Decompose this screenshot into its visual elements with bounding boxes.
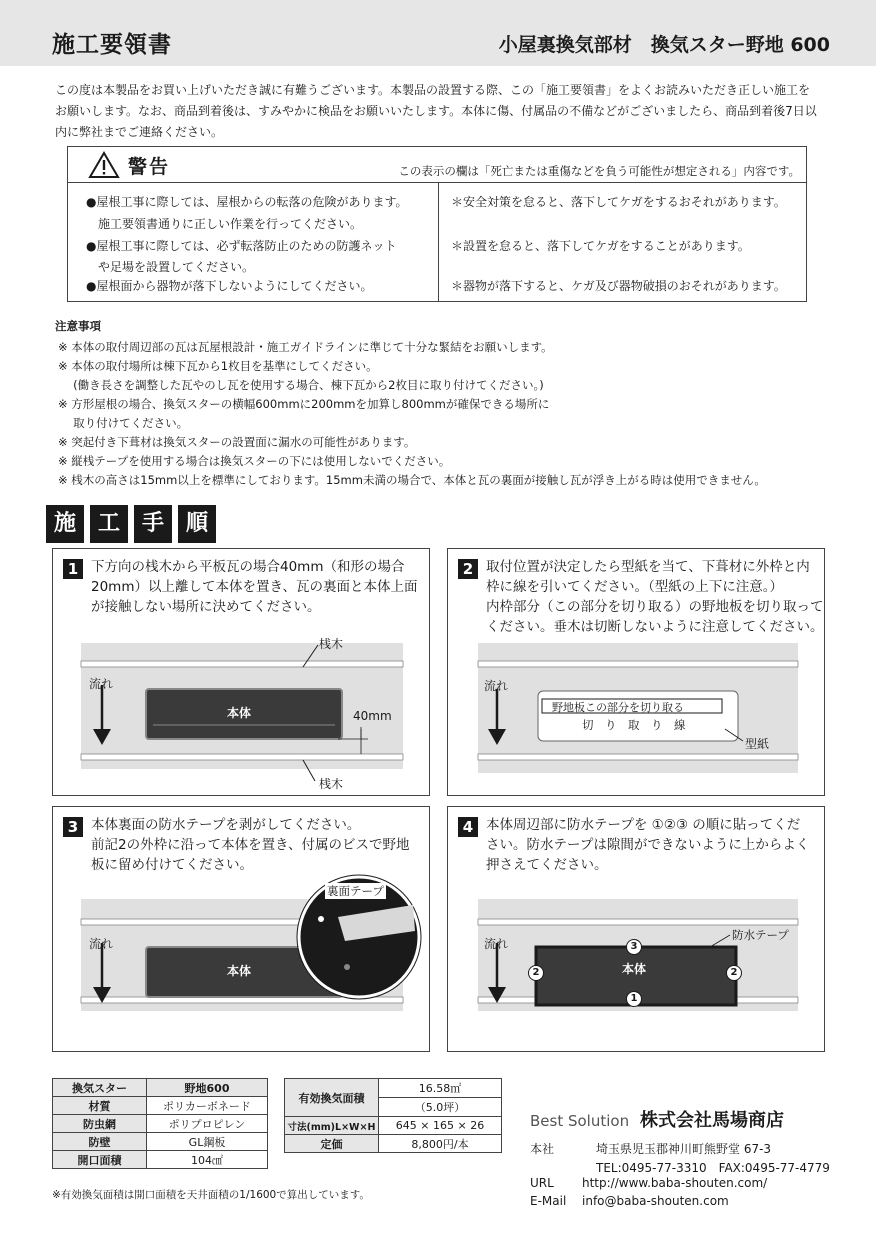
- spec-value: 野地600: [147, 1079, 268, 1097]
- warning-left-item: ●屋根工事に際しては、屋根からの転落の危険があります。: [86, 195, 408, 209]
- tape-order-2-right: 2: [726, 965, 742, 981]
- step-line: 20mm）以上離して本体を置き、瓦の裏面と本体上面: [91, 579, 418, 595]
- email-link[interactable]: info@baba-shouten.com: [582, 1194, 729, 1208]
- product-title: 小屋裏換気部材 換気スター野地 600: [498, 34, 830, 56]
- cut-line-label: 切 り 取 り 線: [582, 718, 686, 732]
- procedure-title-char: 手: [134, 505, 172, 543]
- step-number: 2: [458, 559, 478, 579]
- step-line: さい。防水テープは隙間ができないように上からよく: [486, 837, 810, 853]
- note-item: ※ 方形屋根の場合、換気スターの横幅600mmに200mmを加算し800mmが確保できる場所に: [58, 397, 550, 411]
- table-row: [53, 1115, 268, 1133]
- spec-value: ポリカーボネード: [147, 1097, 268, 1115]
- document-title: 施工要領書: [52, 32, 172, 58]
- spec-value: 645 × 165 × 26: [379, 1117, 502, 1135]
- table-row: [53, 1151, 268, 1169]
- step-1-panel: [52, 548, 430, 796]
- spec-key: 材質: [53, 1097, 147, 1115]
- warning-icon: [88, 151, 120, 179]
- procedure-title-char: 施: [46, 505, 84, 543]
- spec-value: 8,800円/本: [379, 1135, 502, 1153]
- company-name: 株式会社馬場商店: [640, 1110, 784, 1131]
- footnote: ※有効換気面積は開口面積を天井面積の1/1600で算出しています。: [52, 1189, 370, 1201]
- warning-left-item: ●屋根面から器物が落下しないようにしてください。: [86, 279, 373, 293]
- step-line: 下方向の桟木から平板瓦の場合40mm（和形の場合: [91, 559, 405, 575]
- spec-key: 定価: [285, 1135, 379, 1153]
- procedure-title: [46, 505, 216, 543]
- step-text: [91, 557, 417, 617]
- step-line: 本体周辺部に防水テープを ①②③ の順に貼ってくだ: [486, 817, 801, 833]
- intro-line: お願いします。なお、商品到着後は、すみやかに検品をお願いいたします。本体に傷、付属品の不備などがございましたら、商品到着後7日以: [55, 104, 817, 118]
- body-label: 本体: [227, 964, 252, 978]
- waterproof-tape-label: 防水テープ: [732, 928, 789, 942]
- step-number: 4: [458, 817, 478, 837]
- body-label: 本体: [227, 706, 252, 720]
- spec-key: 換気スター: [53, 1079, 147, 1097]
- step-line: 枠に線を引いてください。（型紙の上下に注意。）: [486, 579, 783, 595]
- cut-area-label: 野地板この部分を切り取る: [552, 701, 684, 714]
- step-3-panel: [52, 806, 430, 1052]
- table-row: [285, 1079, 502, 1098]
- company-slogan: Best Solution: [530, 1112, 630, 1130]
- warning-box: [67, 146, 807, 302]
- table-row: [53, 1097, 268, 1115]
- note-item: ※ 突起付き下葺材は換気スターの設置面に漏水の可能性があります。: [58, 435, 416, 449]
- warning-right-item: ＊設置を怠ると、落下してケガをすることがあります。: [451, 239, 750, 253]
- table-row: [285, 1135, 502, 1153]
- warning-title: 警告: [128, 156, 171, 178]
- note-item: ※ 桟木の高さは15mm以上を標準にしております。15mm未満の場合で、本体と瓦の裏面が接触し瓦が浮き上がる時は使用できません。: [58, 473, 766, 487]
- note-item: (働き長さを調整した瓦やのし瓦を使用する場合、棟下瓦から2枚目に取り付けてください。): [58, 378, 544, 392]
- address-label: 本社: [530, 1142, 555, 1156]
- phone-fax: TEL:0495-77-3310 FAX:0495-77-4779: [596, 1161, 830, 1175]
- batten-label: 桟木: [319, 637, 344, 651]
- step-line: ください。垂木は切断しないように注意してください。: [486, 619, 824, 635]
- header-bar: [0, 0, 876, 66]
- step-line: 本体裏面の防水テープを剥がしてください。: [91, 817, 361, 833]
- tape-order-2-left: 2: [528, 965, 544, 981]
- warning-right-item: ＊器物が落下すると、ケガ及び器物破損のおそれがあります。: [451, 279, 786, 293]
- intro-line: この度は本製品をお買い上げいただき誠に有難うございます。本製品の設置する際、この「施工要領書」をよくお読みいただき正しい施工を: [55, 83, 811, 97]
- step-text: [486, 557, 824, 637]
- table-row: [53, 1133, 268, 1151]
- step-2-panel: [447, 548, 825, 796]
- warning-header: [68, 147, 806, 183]
- email-label: E-Mail: [530, 1194, 567, 1208]
- batten-label: 桟木: [319, 777, 344, 791]
- table-row: [53, 1079, 268, 1097]
- notes-title: 注意事項: [55, 319, 101, 333]
- spec-key: 防虫網: [53, 1115, 147, 1133]
- tape-order-3: 3: [626, 939, 642, 955]
- step-line: 取付位置が決定したら型紙を当て、下葺材に外枠と内: [486, 559, 810, 575]
- url-label: URL: [530, 1176, 554, 1190]
- warning-note: この表示の欄は「死亡または重傷などを負う可能性が想定される」内容です。: [398, 164, 800, 178]
- gap-label: 40mm: [353, 709, 392, 723]
- tape-order-1: 1: [626, 991, 642, 1007]
- procedure-title-char: 順: [178, 505, 216, 543]
- table-row: [285, 1117, 502, 1135]
- spec-key: 有効換気面積: [285, 1079, 379, 1117]
- step-line: 内枠部分（この部分を切り取る）の野地板を切り取って: [486, 599, 824, 615]
- step-number: 3: [63, 817, 83, 837]
- spec-key: 寸法(mm)L×W×H: [285, 1117, 379, 1135]
- address-value: 埼玉県児玉郡神川町熊野堂 67-3: [596, 1142, 772, 1156]
- note-item: ※ 縦桟テープを使用する場合は換気スターの下には使用しないでください。: [58, 454, 451, 468]
- back-tape-label: 裏面テープ: [327, 884, 384, 898]
- warning-left-item: や足場を設置してください。: [86, 260, 255, 274]
- body-label: 本体: [622, 962, 647, 976]
- flow-label: 流れ: [484, 679, 509, 693]
- spec-key: 防壁: [53, 1133, 147, 1151]
- note-item: 取り付けてください。: [58, 416, 189, 430]
- warning-right-item: ＊安全対策を怠ると、落下してケガをするおそれがあります。: [451, 195, 786, 209]
- intro-line: 内に弊社までご連絡ください。: [55, 125, 224, 139]
- url-link[interactable]: http://www.baba-shouten.com/: [582, 1176, 768, 1190]
- step-line: 前記2の外枠に沿って本体を置き、付属のビスで野地: [91, 837, 410, 853]
- spec-value: （5.0坪）: [379, 1098, 502, 1117]
- flow-label: 流れ: [89, 937, 114, 951]
- warning-left-item: ●屋根工事に際しては、必ず転落防止のための防護ネット: [86, 239, 397, 253]
- step-line: が接触しない場所に決めてください。: [91, 599, 321, 615]
- spec-table-left: [52, 1078, 268, 1169]
- flow-label: 流れ: [484, 937, 509, 951]
- step-line: 板に留め付けてください。: [91, 857, 253, 873]
- spec-value: ポリプロピレン: [147, 1115, 268, 1133]
- spec-key: 開口面積: [53, 1151, 147, 1169]
- step-text: [486, 815, 809, 875]
- step-4-panel: [447, 806, 825, 1052]
- intro-text: [55, 80, 835, 143]
- note-item: ※ 本体の取付場所は棟下瓦から1枚目を基準にしてください。: [58, 359, 378, 373]
- spec-value: 104㎠: [147, 1151, 268, 1169]
- step-line: 押さえてください。: [486, 857, 608, 873]
- spec-value: GL鋼板: [147, 1133, 268, 1151]
- procedure-title-char: 工: [90, 505, 128, 543]
- step-number: 1: [63, 559, 83, 579]
- warning-divider: [438, 183, 439, 301]
- step-text: [91, 815, 410, 875]
- flow-label: 流れ: [89, 677, 114, 691]
- spec-table-right: [284, 1078, 502, 1153]
- warning-left-item: 施工要領書通りに正しい作業を行ってください。: [86, 217, 363, 231]
- template-label: 型紙: [745, 737, 770, 751]
- note-item: ※ 本体の取付周辺部の瓦は瓦屋根設計・施工ガイドラインに準じて十分な緊結をお願いします。: [58, 340, 553, 354]
- spec-value: 16.58㎡: [379, 1079, 502, 1098]
